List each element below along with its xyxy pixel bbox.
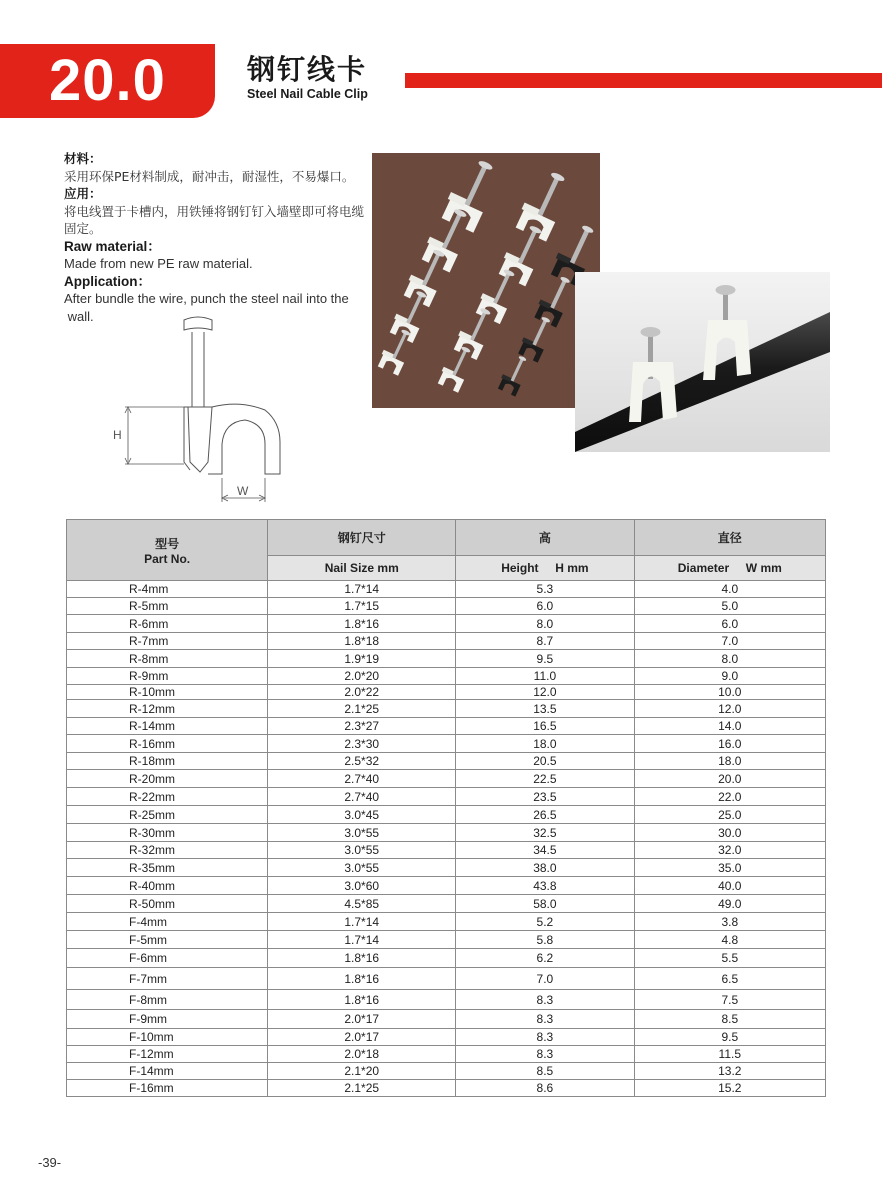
diameter-cell: 35.0 — [634, 859, 825, 877]
material-text-en: Made from new PE raw material. — [64, 256, 253, 271]
nail-size-cell: 2.1*20 — [268, 1063, 456, 1080]
table-row — [67, 931, 826, 949]
nail-size-cell: 1.8*16 — [268, 990, 456, 1010]
diameter-cell: 15.2 — [634, 1080, 825, 1097]
diameter-cell: 32.0 — [634, 842, 825, 859]
height-cell: 43.8 — [456, 877, 634, 895]
part-no-cell: F-7mm — [67, 968, 268, 990]
height-cell: 8.5 — [456, 1063, 634, 1080]
specification-table — [66, 519, 826, 1097]
nail-size-cell: 3.0*45 — [268, 806, 456, 824]
diameter-cell: 8.5 — [634, 1010, 825, 1029]
part-no-cell: F-14mm — [67, 1063, 268, 1080]
nail-size-cell: 3.0*60 — [268, 877, 456, 895]
height-cell: 16.5 — [456, 718, 634, 735]
height-cell: 26.5 — [456, 806, 634, 824]
width-dimension-label: W — [237, 484, 249, 498]
product-description — [64, 150, 364, 325]
table-row — [67, 685, 826, 700]
diameter-cell: 9.5 — [634, 1029, 825, 1046]
product-photo-assortment — [372, 153, 600, 408]
diameter-cell: 6.0 — [634, 615, 825, 633]
application-text-cn-1: 将电线置于卡槽内，用铁锤将钢钉钉入墙壁即可将电缆 — [64, 203, 365, 219]
part-no-header: 型号 Part No. — [67, 520, 268, 581]
application-label-en: Application： — [64, 273, 151, 289]
nail-size-cell: 2.7*40 — [268, 788, 456, 806]
nail-size-cell: 1.8*16 — [268, 615, 456, 633]
table-row — [67, 1010, 826, 1029]
nail-size-header-en: Nail Size mm — [268, 556, 456, 581]
table-row — [67, 700, 826, 718]
height-cell: 38.0 — [456, 859, 634, 877]
diameter-cell: 25.0 — [634, 806, 825, 824]
table-row — [67, 633, 826, 650]
application-text-en-2: wall. — [64, 308, 94, 324]
height-cell: 58.0 — [456, 895, 634, 913]
clip-on-cable-illustration — [575, 272, 830, 452]
part-no-cell: R-10mm — [67, 685, 268, 700]
diameter-cell: 5.5 — [634, 949, 825, 968]
nail-size-cell: 1.9*19 — [268, 650, 456, 668]
diameter-cell: 20.0 — [634, 770, 825, 788]
diameter-cell: 4.8 — [634, 931, 825, 949]
application-text-en-1: After bundle the wire, punch the steel nail into the — [64, 291, 349, 306]
height-cell: 7.0 — [456, 968, 634, 990]
height-cell: 5.2 — [456, 913, 634, 931]
table-row — [67, 968, 826, 990]
table-row — [67, 1029, 826, 1046]
part-no-cell: F-5mm — [67, 931, 268, 949]
part-no-cell: R-8mm — [67, 650, 268, 668]
part-no-cell: R-9mm — [67, 668, 268, 685]
height-cell: 20.5 — [456, 753, 634, 770]
part-no-cell: R-5mm — [67, 598, 268, 615]
table-row — [67, 824, 826, 842]
diameter-header-en: Diameter W mm — [634, 556, 825, 581]
diameter-cell: 6.5 — [634, 968, 825, 990]
diameter-cell: 22.0 — [634, 788, 825, 806]
height-cell: 8.3 — [456, 1046, 634, 1063]
nail-size-cell: 3.0*55 — [268, 824, 456, 842]
material-label-en: Raw material： — [64, 238, 161, 254]
diameter-cell: 9.0 — [634, 668, 825, 685]
nail-size-cell: 1.7*14 — [268, 931, 456, 949]
nail-size-header-cn: 钢钉尺寸 — [268, 520, 456, 556]
part-no-cell: R-16mm — [67, 735, 268, 753]
height-cell: 5.3 — [456, 581, 634, 598]
application-text-cn-2: 固定。 — [64, 221, 102, 236]
page-number: -39- — [38, 1155, 62, 1170]
material-label-cn: 材料： — [64, 151, 102, 166]
part-no-cell: F-9mm — [67, 1010, 268, 1029]
part-no-cell: F-8mm — [67, 990, 268, 1010]
table-row — [67, 806, 826, 824]
height-cell: 8.3 — [456, 1010, 634, 1029]
nail-size-cell: 2.0*17 — [268, 1010, 456, 1029]
diameter-cell: 10.0 — [634, 685, 825, 700]
diameter-cell: 13.2 — [634, 1063, 825, 1080]
table-row — [67, 1046, 826, 1063]
nail-size-cell: 2.0*20 — [268, 668, 456, 685]
part-no-cell: R-18mm — [67, 753, 268, 770]
height-cell: 11.0 — [456, 668, 634, 685]
diameter-cell: 11.5 — [634, 1046, 825, 1063]
table-row — [67, 895, 826, 913]
nail-size-cell: 3.0*55 — [268, 859, 456, 877]
part-no-cell: F-16mm — [67, 1080, 268, 1097]
part-no-cell: R-12mm — [67, 700, 268, 718]
height-cell: 5.8 — [456, 931, 634, 949]
height-cell: 9.5 — [456, 650, 634, 668]
height-cell: 13.5 — [456, 700, 634, 718]
table-row — [67, 770, 826, 788]
height-cell: 22.5 — [456, 770, 634, 788]
height-cell: 23.5 — [456, 788, 634, 806]
part-no-cell: R-32mm — [67, 842, 268, 859]
part-no-cell: R-22mm — [67, 788, 268, 806]
section-number-badge: 20.0 — [0, 44, 215, 118]
table-row — [67, 581, 826, 598]
nail-size-cell: 2.0*22 — [268, 685, 456, 700]
nail-size-cell: 4.5*85 — [268, 895, 456, 913]
diameter-cell: 14.0 — [634, 718, 825, 735]
table-row — [67, 718, 826, 735]
part-no-cell: R-35mm — [67, 859, 268, 877]
height-cell: 8.6 — [456, 1080, 634, 1097]
height-cell: 8.3 — [456, 990, 634, 1010]
height-cell: 34.5 — [456, 842, 634, 859]
part-no-cell: R-6mm — [67, 615, 268, 633]
diameter-cell: 18.0 — [634, 753, 825, 770]
part-no-cell: R-7mm — [67, 633, 268, 650]
table-row — [67, 668, 826, 685]
diameter-cell: 4.0 — [634, 581, 825, 598]
nail-size-cell: 1.8*18 — [268, 633, 456, 650]
height-cell: 8.0 — [456, 615, 634, 633]
nail-size-cell: 2.5*32 — [268, 753, 456, 770]
height-cell: 8.3 — [456, 1029, 634, 1046]
table-row — [67, 650, 826, 668]
product-photo-installed — [575, 272, 830, 452]
table-row — [67, 913, 826, 931]
nail-size-cell: 1.7*14 — [268, 913, 456, 931]
nail-size-cell: 1.8*16 — [268, 968, 456, 990]
table-row — [67, 859, 826, 877]
application-label-cn: 应用： — [64, 186, 102, 201]
nail-size-cell: 1.7*15 — [268, 598, 456, 615]
nail-size-cell: 1.7*14 — [268, 581, 456, 598]
table-row — [67, 753, 826, 770]
part-no-cell: R-4mm — [67, 581, 268, 598]
height-dimension-label: H — [113, 428, 122, 442]
table-row — [67, 949, 826, 968]
part-no-cell: R-40mm — [67, 877, 268, 895]
nail-size-cell: 3.0*55 — [268, 842, 456, 859]
page-title-cn: 钢钉线卡 — [247, 53, 368, 86]
part-no-cell: F-12mm — [67, 1046, 268, 1063]
part-no-cell: R-20mm — [67, 770, 268, 788]
diameter-cell: 49.0 — [634, 895, 825, 913]
part-no-cell: F-10mm — [67, 1029, 268, 1046]
page-title-en: Steel Nail Cable Clip — [247, 87, 368, 101]
diameter-cell: 7.0 — [634, 633, 825, 650]
part-no-cell: R-25mm — [67, 806, 268, 824]
diameter-cell: 5.0 — [634, 598, 825, 615]
material-text-cn: 采用环保PE材料制成，耐冲击，耐湿性，不易爆口。 — [64, 168, 355, 184]
table-row — [67, 788, 826, 806]
nail-size-cell: 2.0*17 — [268, 1029, 456, 1046]
nail-size-cell: 2.0*18 — [268, 1046, 456, 1063]
table-row — [67, 842, 826, 859]
nail-size-cell: 1.8*16 — [268, 949, 456, 968]
height-cell: 6.2 — [456, 949, 634, 968]
nail-size-cell: 2.1*25 — [268, 1080, 456, 1097]
table-row — [67, 990, 826, 1010]
nail-size-cell: 2.3*27 — [268, 718, 456, 735]
diameter-cell: 30.0 — [634, 824, 825, 842]
nail-size-cell: 2.1*25 — [268, 700, 456, 718]
diameter-cell: 8.0 — [634, 650, 825, 668]
table-row — [67, 735, 826, 753]
part-no-cell: F-6mm — [67, 949, 268, 968]
header-accent-bar — [405, 73, 882, 88]
nail-size-cell: 2.7*40 — [268, 770, 456, 788]
height-header-en: Height H mm — [456, 556, 634, 581]
nail-size-cell: 2.3*30 — [268, 735, 456, 753]
table-row — [67, 1080, 826, 1097]
table-row — [67, 877, 826, 895]
table-row — [67, 598, 826, 615]
height-cell: 12.0 — [456, 685, 634, 700]
diameter-header-cn: 直径 — [634, 520, 825, 556]
height-cell: 8.7 — [456, 633, 634, 650]
height-cell: 18.0 — [456, 735, 634, 753]
clip-dimension-diagram — [100, 312, 300, 512]
diameter-cell: 40.0 — [634, 877, 825, 895]
part-no-cell: R-30mm — [67, 824, 268, 842]
clip-assortment-illustration — [372, 153, 600, 408]
diameter-cell: 3.8 — [634, 913, 825, 931]
table-row — [67, 615, 826, 633]
part-no-cell: R-50mm — [67, 895, 268, 913]
height-header-cn: 高 — [456, 520, 634, 556]
table-row — [67, 1063, 826, 1080]
diameter-cell: 7.5 — [634, 990, 825, 1010]
diameter-cell: 12.0 — [634, 700, 825, 718]
part-no-cell: R-14mm — [67, 718, 268, 735]
part-no-cell: F-4mm — [67, 913, 268, 931]
diameter-cell: 16.0 — [634, 735, 825, 753]
height-cell: 6.0 — [456, 598, 634, 615]
height-cell: 32.5 — [456, 824, 634, 842]
